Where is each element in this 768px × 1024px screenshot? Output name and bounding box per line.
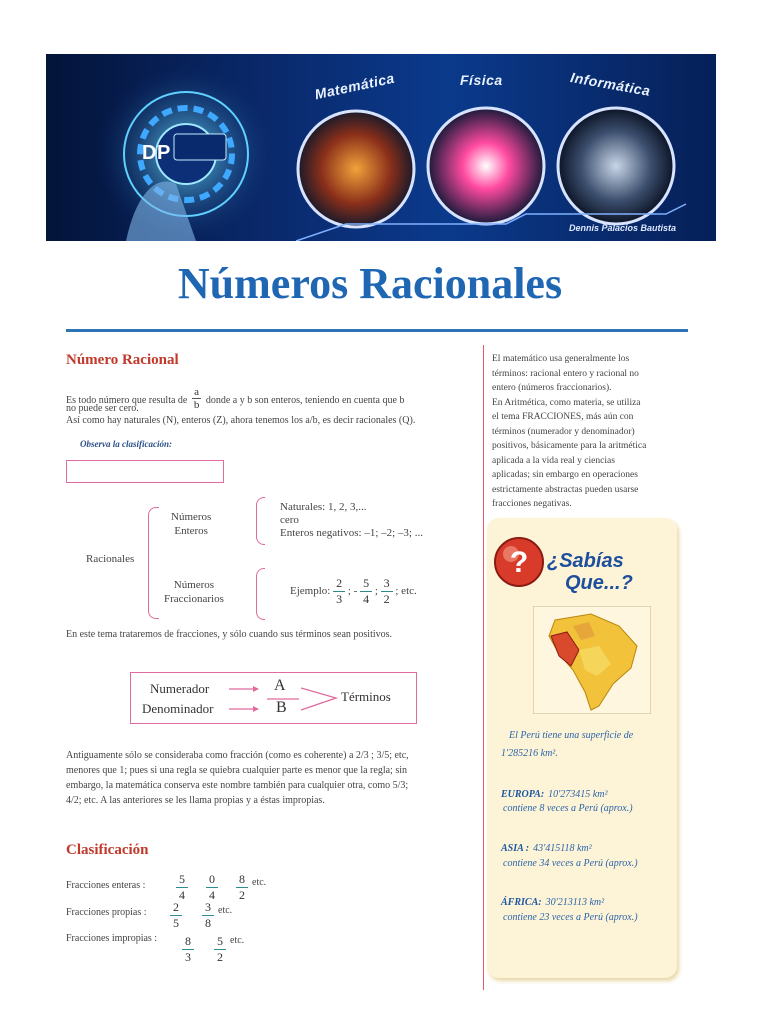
fracc-line1: Números xyxy=(173,579,215,591)
right-line-11: fracciones negativas. xyxy=(492,499,572,509)
impropias-label: Fracciones impropias : xyxy=(66,933,158,944)
right-line-8: aplicada a la vida real y ciencias xyxy=(492,455,615,466)
header-banner xyxy=(46,54,716,241)
cero-item: cero xyxy=(280,514,299,526)
sets-paragraph: Así como hay naturales (N), enteros (Z), ahora tenemos los a/b, es decir racionales (Q). xyxy=(66,415,416,426)
denominador-label: Denominador xyxy=(142,701,214,716)
column-divider xyxy=(483,345,484,990)
impropias-etc: etc. xyxy=(230,935,245,947)
sabias-title-1: ¿Sabías xyxy=(547,550,624,572)
fraction-enteras-2: $\frac{0}{4}$ xyxy=(206,872,218,903)
title-divider xyxy=(66,329,688,332)
banner-label-matematica: Matemática xyxy=(313,69,397,103)
africa-label: ÁFRICA: xyxy=(501,897,542,908)
definition-text-b: donde a y b son enteros, teniendo en cuenta que b xyxy=(205,394,405,406)
fraction-enteras-3: $\frac{8}{2}$ xyxy=(236,872,248,903)
banner-author: Dennis Palacios Bautista xyxy=(568,223,676,233)
fraction-denominator: b xyxy=(193,399,200,411)
naturales-item: Naturales: 1, 2, 3,... xyxy=(280,501,367,513)
banner-logo: DP xyxy=(142,142,171,164)
svg-text:?: ? xyxy=(509,546,529,579)
history-line-2: menores que 1; pues si una regla se quiebra cualquier parte es menor que la regla; sin xyxy=(66,765,407,776)
right-line-5: el tema FRACCIONES, más aún con xyxy=(492,412,634,422)
right-line-10: estrictamente abstractas pueden usarse xyxy=(492,484,639,495)
term-a: A xyxy=(274,677,286,694)
numeros-fraccionarios-label xyxy=(164,578,224,606)
propias-label: Fracciones propias : xyxy=(66,907,147,918)
enteras-fractions xyxy=(176,872,266,903)
example-fraction-1: $\frac{2}{3}$ xyxy=(333,576,345,607)
banner-label-informatica: Informática xyxy=(569,69,652,99)
fraction-propias-2: $\frac{3}{8}$ xyxy=(202,900,214,931)
numeros-enteros-label xyxy=(171,510,211,538)
impropias-fractions xyxy=(182,934,244,965)
banner-label-fisica: Física xyxy=(460,72,503,88)
numerador-label: Numerador xyxy=(150,681,210,696)
right-line-4: En Aritmética, como materia, se utiliza xyxy=(492,397,641,408)
fraction-impropias-1: $\frac{8}{3}$ xyxy=(182,934,194,965)
peru-line-2: 1'285216 km². xyxy=(501,748,558,759)
fraction-impropias-2: $\frac{5}{2}$ xyxy=(214,934,226,965)
history-line-4: 4/2; etc. A las anteriores se les llama propias y a éstas impropias. xyxy=(66,795,325,806)
africa-value: 30'213113 km² xyxy=(545,897,605,908)
section-heading-clasificacion: Clasificación xyxy=(66,842,149,858)
observe-label: Observa la clasificación: xyxy=(80,439,172,449)
right-line-1: El matemático usa generalmente los xyxy=(492,354,630,364)
fraccionarios-example xyxy=(290,576,417,607)
europa-label: EUROPA: xyxy=(501,789,545,800)
propias-etc: etc. xyxy=(218,905,233,917)
term-b: B xyxy=(276,699,287,716)
page-title: Números Racionales xyxy=(177,259,563,308)
enteros-line1: Números xyxy=(171,511,212,523)
right-line-3: entero (números fraccionarios). xyxy=(492,383,612,393)
ejemplo-label: Ejemplo: xyxy=(290,585,331,598)
asia-row xyxy=(501,838,592,856)
south-america-map xyxy=(533,606,651,714)
fraction-a-over-b xyxy=(192,386,202,411)
sabias-title-2: Que...? xyxy=(565,572,633,594)
brace-racionales xyxy=(148,507,159,619)
fracc-line2: Fraccionarios xyxy=(164,593,224,605)
example-fraction-2: $\frac{5}{4}$ xyxy=(360,576,372,607)
question-mark-icon xyxy=(491,532,551,592)
right-line-6: términos (numerador y denominador) xyxy=(492,426,635,437)
right-line-7: positivos, básicamente para la aritmética xyxy=(492,441,647,451)
right-line-9: aplicadas; sin embargo en operaciones xyxy=(492,470,638,480)
enteros-list xyxy=(280,501,423,540)
enteros-line2: Enteros xyxy=(174,525,208,537)
example-sep-2: ; xyxy=(374,585,378,598)
example-sep-1: ; - xyxy=(347,585,358,598)
brace-fraccionarios xyxy=(256,568,265,620)
asia-value: 43'415118 km² xyxy=(533,843,592,854)
definition-text-c: no puede ser cero. xyxy=(66,403,139,414)
europa-value: 10'273415 km² xyxy=(548,789,608,800)
terms-diagram-box xyxy=(130,672,417,724)
europa-note: contiene 8 veces a Perú (aprox.) xyxy=(503,803,633,814)
sabias-que-box xyxy=(487,518,677,978)
racionales-label: Racionales xyxy=(86,553,135,565)
positive-terms-note: En este tema trataremos de fracciones, y sólo cuando sus términos sean positivos. xyxy=(66,629,393,640)
enteras-label: Fracciones enteras : xyxy=(66,880,146,891)
propias-fractions xyxy=(170,900,232,931)
africa-row xyxy=(501,892,604,910)
example-etc: ; etc. xyxy=(395,585,417,598)
history-paragraph xyxy=(66,748,478,808)
africa-note: contiene 23 veces a Perú (aprox.) xyxy=(503,912,638,923)
right-line-2: términos: racional entero y racional no xyxy=(492,368,639,379)
terminos-label: Términos xyxy=(341,689,391,704)
section-heading-numero-racional: Número Racional xyxy=(66,352,179,368)
fraction-numerator: a xyxy=(192,386,202,399)
history-line-3: embargo, la matemática conserva este nombre también para cualquier otra, como 5/3; xyxy=(66,780,409,791)
right-column-text xyxy=(492,352,692,512)
peru-line-1: El Perú tiene una superficie de xyxy=(509,730,634,741)
definition-text-a: Es todo número que resulta de xyxy=(66,394,188,406)
example-fraction-3: $\frac{3}{2}$ xyxy=(381,576,393,607)
europa-row xyxy=(501,784,607,802)
empty-highlight-box xyxy=(66,460,224,483)
negativos-item: Enteros negativos: –1; –2; –3; ... xyxy=(280,527,423,539)
asia-label: ASIA : xyxy=(501,843,530,854)
history-line-1: Antiguamente sólo se consideraba como fracción (como es coherente) a 2/3 ; 3/5; etc, xyxy=(66,750,409,761)
asia-note: contiene 34 veces a Perú (aprox.) xyxy=(503,858,638,869)
fraction-propias-1: $\frac{2}{5}$ xyxy=(170,900,182,931)
fraction-enteras-1: $\frac{5}{4}$ xyxy=(176,872,188,903)
enteras-etc: etc. xyxy=(252,877,267,889)
brace-enteros xyxy=(256,497,265,545)
